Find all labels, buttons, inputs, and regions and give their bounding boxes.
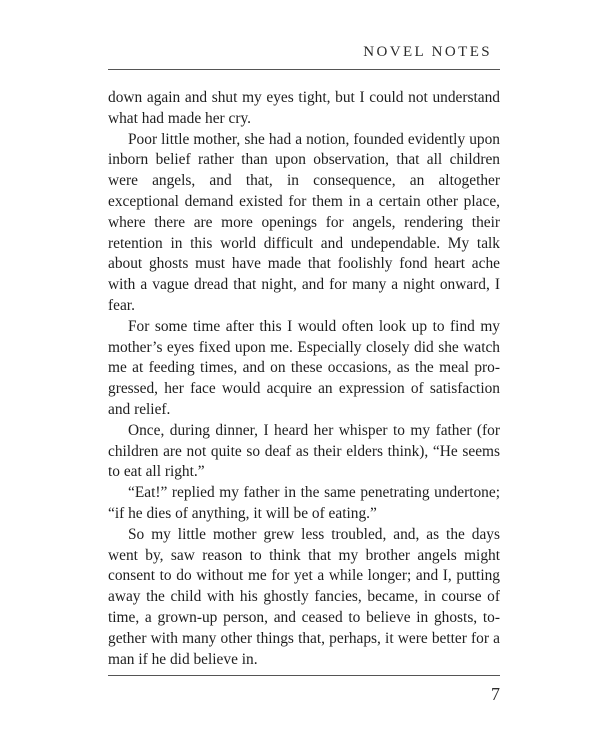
paragraph-continued: down again and shut my eyes tight, but I could not understand what had made her cry.: [108, 89, 500, 127]
paragraph: Once, during dinner, I heard her whisper to my father (for children are not quite so deaf as their elders think), “He seems to eat all right.”: [108, 421, 500, 481]
page-number: 7: [491, 684, 500, 704]
page-body: [108, 88, 500, 670]
paragraph: So my little mother grew less troubled, and, as the days went by, saw reason to think that my brother angels might consent to do without me for yet a while longer; and I, putting away the child with his ghostly fancies, became, in course of time, a grown-up person, and ceased to believe in ghosts, together with many other things that, perhaps, it were better for a man if he did believe in.: [108, 525, 500, 668]
paragraph: For some time after this I would often look up to find my mother’s eyes fixed upon me. Especially closely did she watch me at feeding times, and on these occasions, as the meal progressed, her face would acquire an expression of satisfaction and relief.: [108, 317, 500, 418]
footer-rule: [108, 675, 500, 676]
header-rule: [108, 69, 500, 70]
running-header-title: NOVEL NOTES: [363, 44, 492, 60]
paragraph: “Eat!” replied my father in the same penetrating undertone; “if he dies of anything, it will be of eating.”: [108, 484, 500, 522]
paragraph: Poor little mother, she had a notion, founded evidently upon inborn belief rather than upon observation, that all children were angels, and that, in consequence, an altogether exceptional demand existed for them in a certain other place, where there are more openings for angels, rendering their retention in this world difficult and undependable. My talk about ghosts must have made that foolishly fond heart ache with a vague dread that night, and for many a night onward, I fear.: [108, 130, 500, 314]
